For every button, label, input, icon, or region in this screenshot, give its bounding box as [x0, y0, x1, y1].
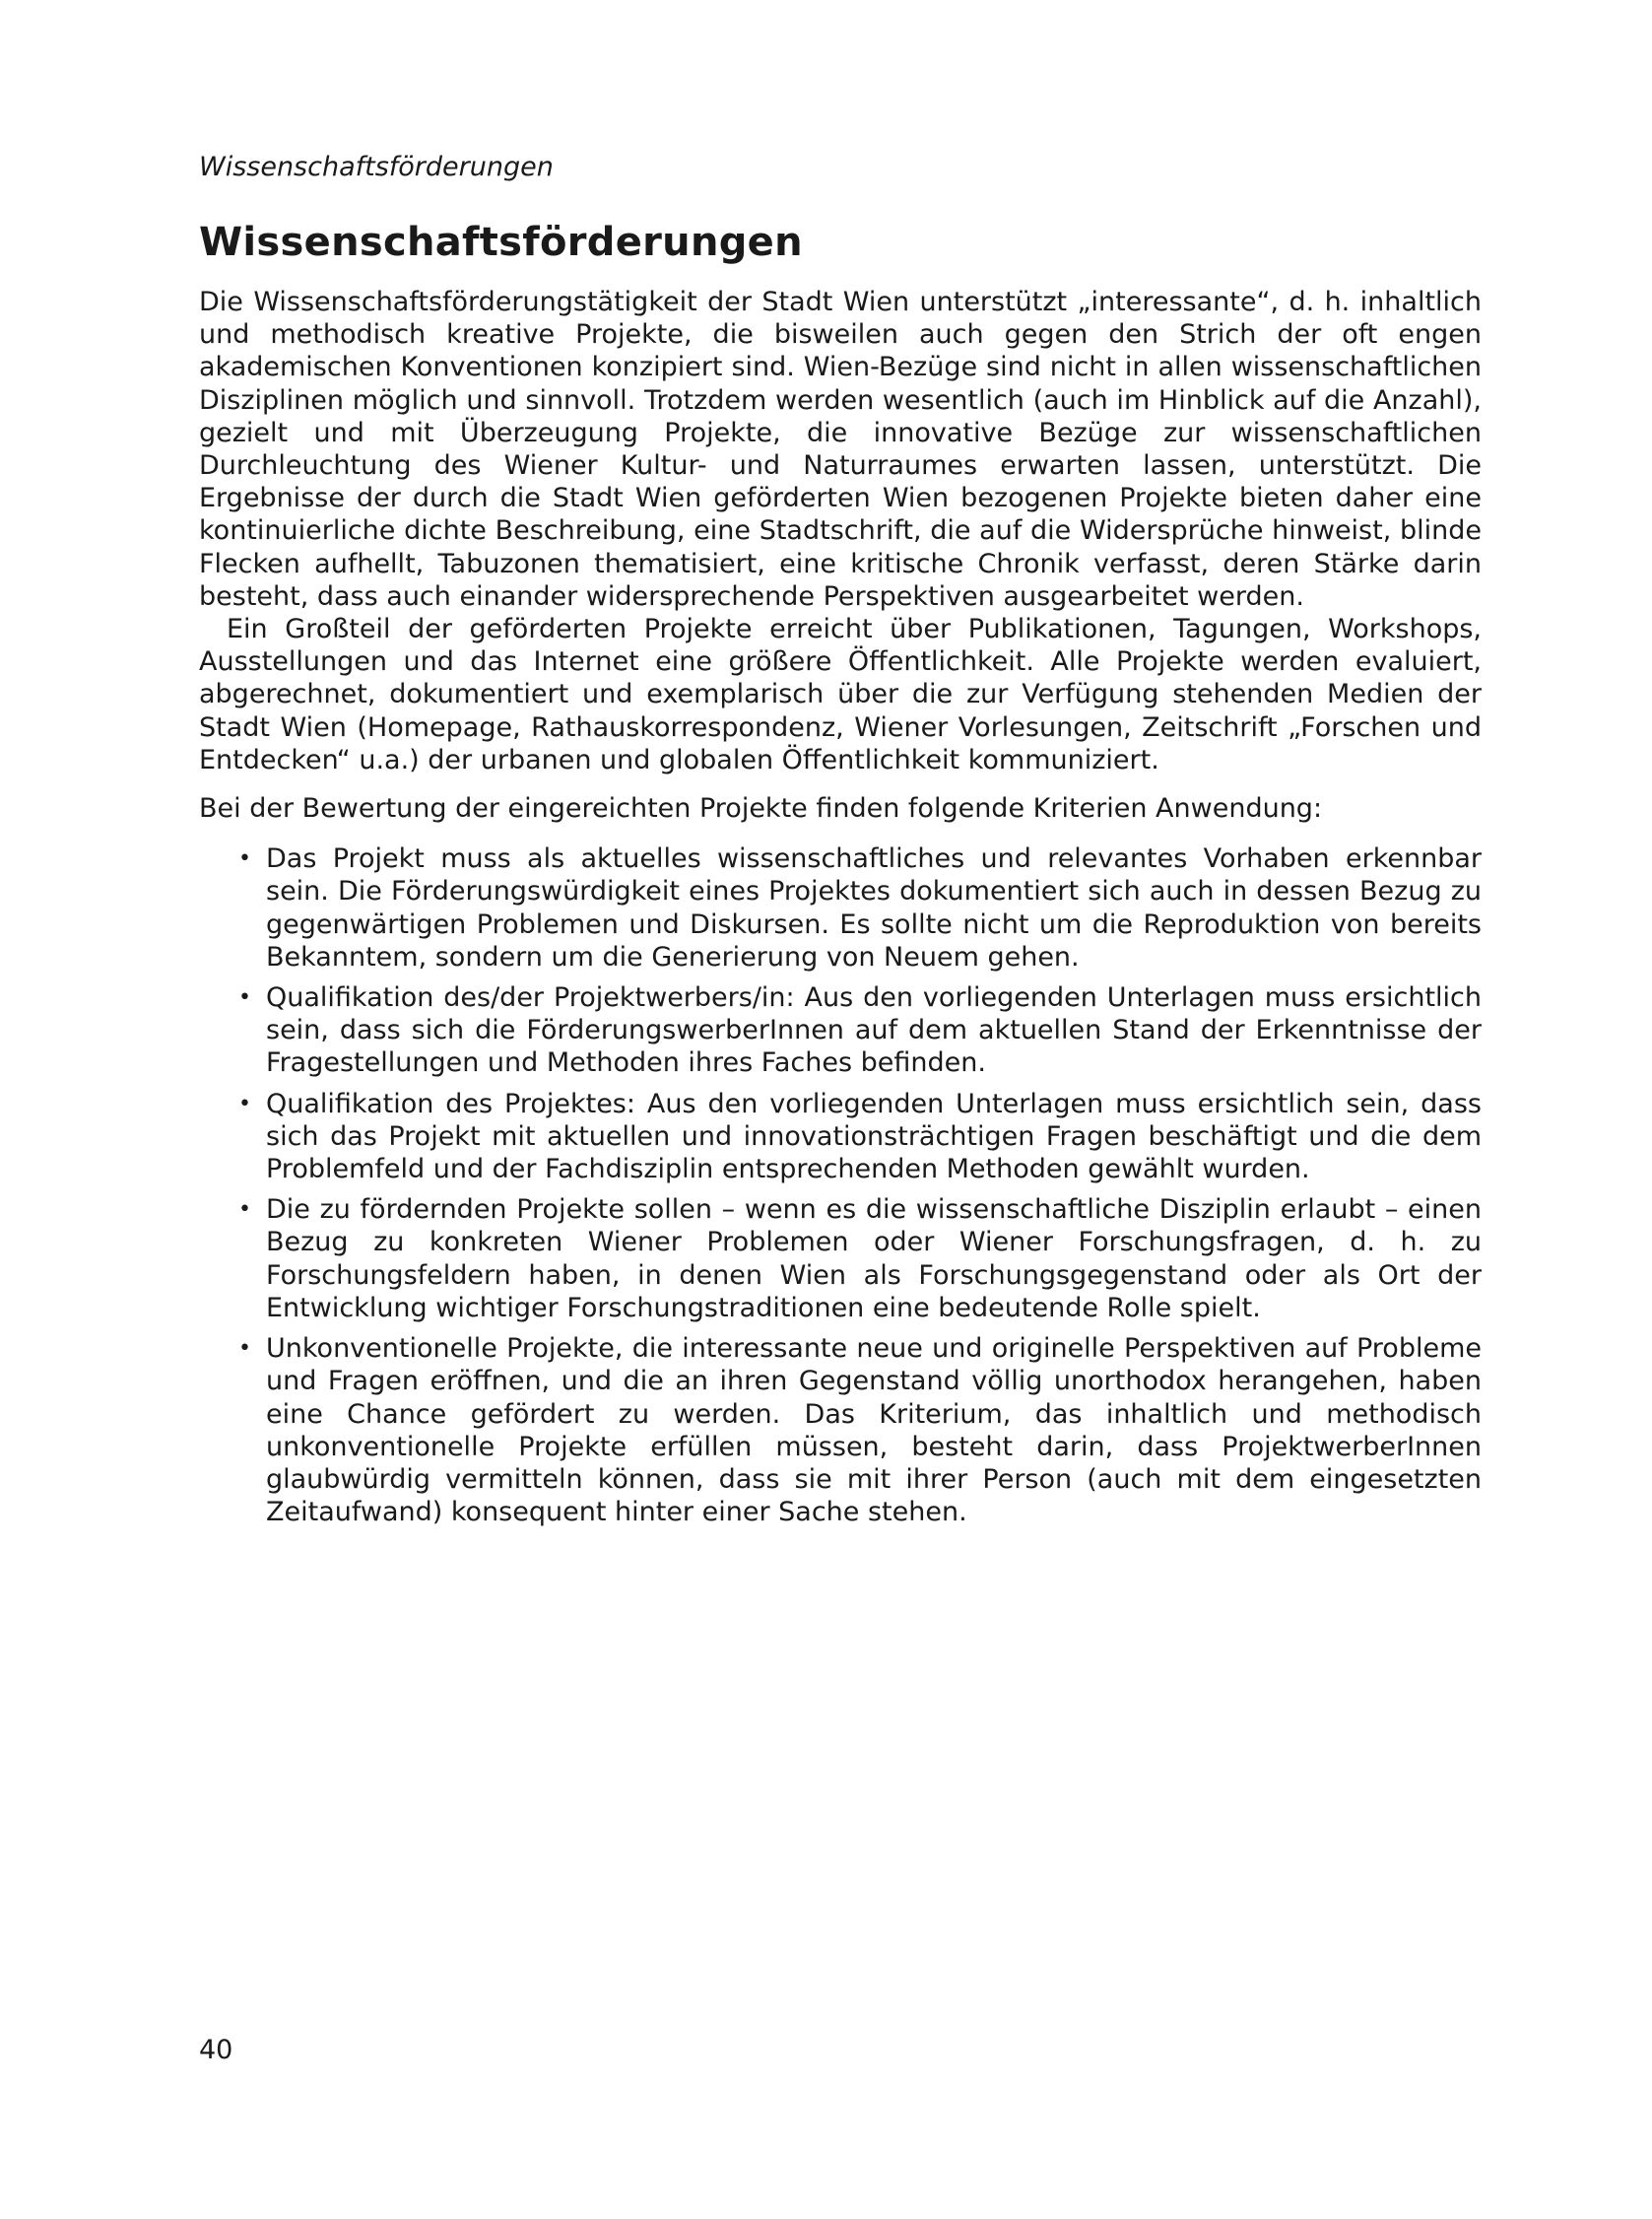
- bullet-icon: •: [238, 1197, 251, 1223]
- list-item: [199, 842, 1482, 974]
- criterion-text: Unkonventionelle Projekte, die interessante neue und originelle Perspektiven auf Probleme und Fragen eröffnen, und die an ihren Gegenstand völlig unorthodox herangehen, haben eine Chance gefördert zu werden. Das Kriterium, das inhaltlich und methodisch unkonventionelle Projekte erfüllen müssen, besteht darin, dass ProjektwerberInnen glaubwürdig vermitteln können, dass sie mit ihrer Person (auch mit dem eingesetzten Zeitaufwand) konsequent hinter einer Sache stehen.: [266, 1333, 1482, 1528]
- criterion-text: Das Projekt muss als aktuelles wissenschaftliches und relevantes Vorhaben erkennbar sein. Die Förderungswürdigkeit eines Projektes dokumentiert sich auch in dessen Bezug zu gegenwärtigen Problemen und Diskursen. Es sollte nicht um die Reproduktion von bereits Bekanntem, sondern um die Generierung von Neuem gehen.: [266, 843, 1482, 973]
- paragraph-publicity: Ein Großteil der geförderten Projekte erreicht über Publikationen, Tagungen, Workshops, Ausstellungen und das Internet eine größere Öffentlichkeit. Alle Projekte werden evaluiert, abgerechnet, dokumentiert und exemplarisch über die zur Verfügung stehenden Medien der Stadt Wien (Homepage, Rathauskorrespondenz, Wiener Vorlesungen, Zeitschrift „Forschen und Entdecken“ u.a.) der urbanen und globalen Öffentlichkeit kommuniziert.: [199, 614, 1482, 775]
- criteria-list: [199, 842, 1482, 1528]
- list-item: [199, 1088, 1482, 1186]
- criterion-text: Die zu fördernden Projekte sollen – wenn es die wissenschaftliche Disziplin erlaubt – einen Bezug zu konkreten Wiener Problemen oder Wiener Forschungsfragen, d. h. zu Forschungsfeldern haben, in denen Wien als Forschungsgegenstand oder als Ort der Entwicklung wichtiger Forschungstraditionen eine bedeutende Rolle spielt.: [266, 1194, 1482, 1323]
- list-item: [199, 1332, 1482, 1528]
- list-item: [199, 981, 1482, 1080]
- criterion-text: Qualifikation des Projektes: Aus den vorliegenden Unterlagen muss ersichtlich sein, dass sich das Projekt mit aktuellen und innovationsträchtigen Fragen beschäftigt und die dem Problemfeld und der Fachdisziplin entsprechenden Methoden gewählt wurden.: [266, 1088, 1482, 1185]
- body-text: [199, 286, 1482, 1536]
- running-header: Wissenschaftsförderungen: [199, 152, 554, 182]
- list-item: [199, 1193, 1482, 1324]
- criterion-text: Qualifikation des/der Projektwerbers/in: Aus den vorliegenden Unterlagen muss ersichtlich sein, dass sich die FörderungswerberInnen auf dem aktuellen Stand der Erkenntnisse der Fragestellungen und Methoden ihres Faches befinden.: [266, 982, 1482, 1079]
- page-title: Wissenschaftsförderungen: [199, 220, 803, 265]
- page-number: 40: [199, 2035, 233, 2065]
- bullet-icon: •: [238, 1091, 251, 1116]
- paragraph-criteria-intro: Bei der Bewertung der eingereichten Projekte finden folgende Kriterien Anwendung:: [199, 793, 1323, 825]
- document-page: [199, 0, 1482, 2219]
- bullet-icon: •: [238, 985, 251, 1011]
- bullet-icon: •: [238, 1336, 251, 1362]
- paragraph-intro: Die Wissenschaftsförderungstätigkeit der Stadt Wien unterstützt „interessante“, d. h. inhaltlich und methodisch kreative Projekte, die bisweilen auch gegen den Strich der oft engen akademischen Konventionen konzipiert sind. Wien-Bezüge sind nicht in allen wissenschaftlichen Disziplinen möglich und sinnvoll. Trotzdem werden wesentlich (auch im Hinblick auf die Anzahl), gezielt und mit Überzeugung Projekte, die innovative Bezüge zur wissenschaftlichen Durchleuchtung des Wiener Kultur- und Naturraumes erwarten lassen, unterstützt. Die Ergebnisse der durch die Stadt Wien geförderten Wien bezogenen Projekte bieten daher eine kontinuierliche dichte Beschreibung, eine Stadtschrift, die auf die Widersprüche hinweist, blinde Flecken aufhellt, Tabuzonen thematisiert, eine kritische Chronik verfasst, deren Stärke darin besteht, dass auch einander widersprechende Perspektiven ausgearbeitet werden.: [199, 287, 1482, 612]
- bullet-icon: •: [238, 846, 251, 872]
